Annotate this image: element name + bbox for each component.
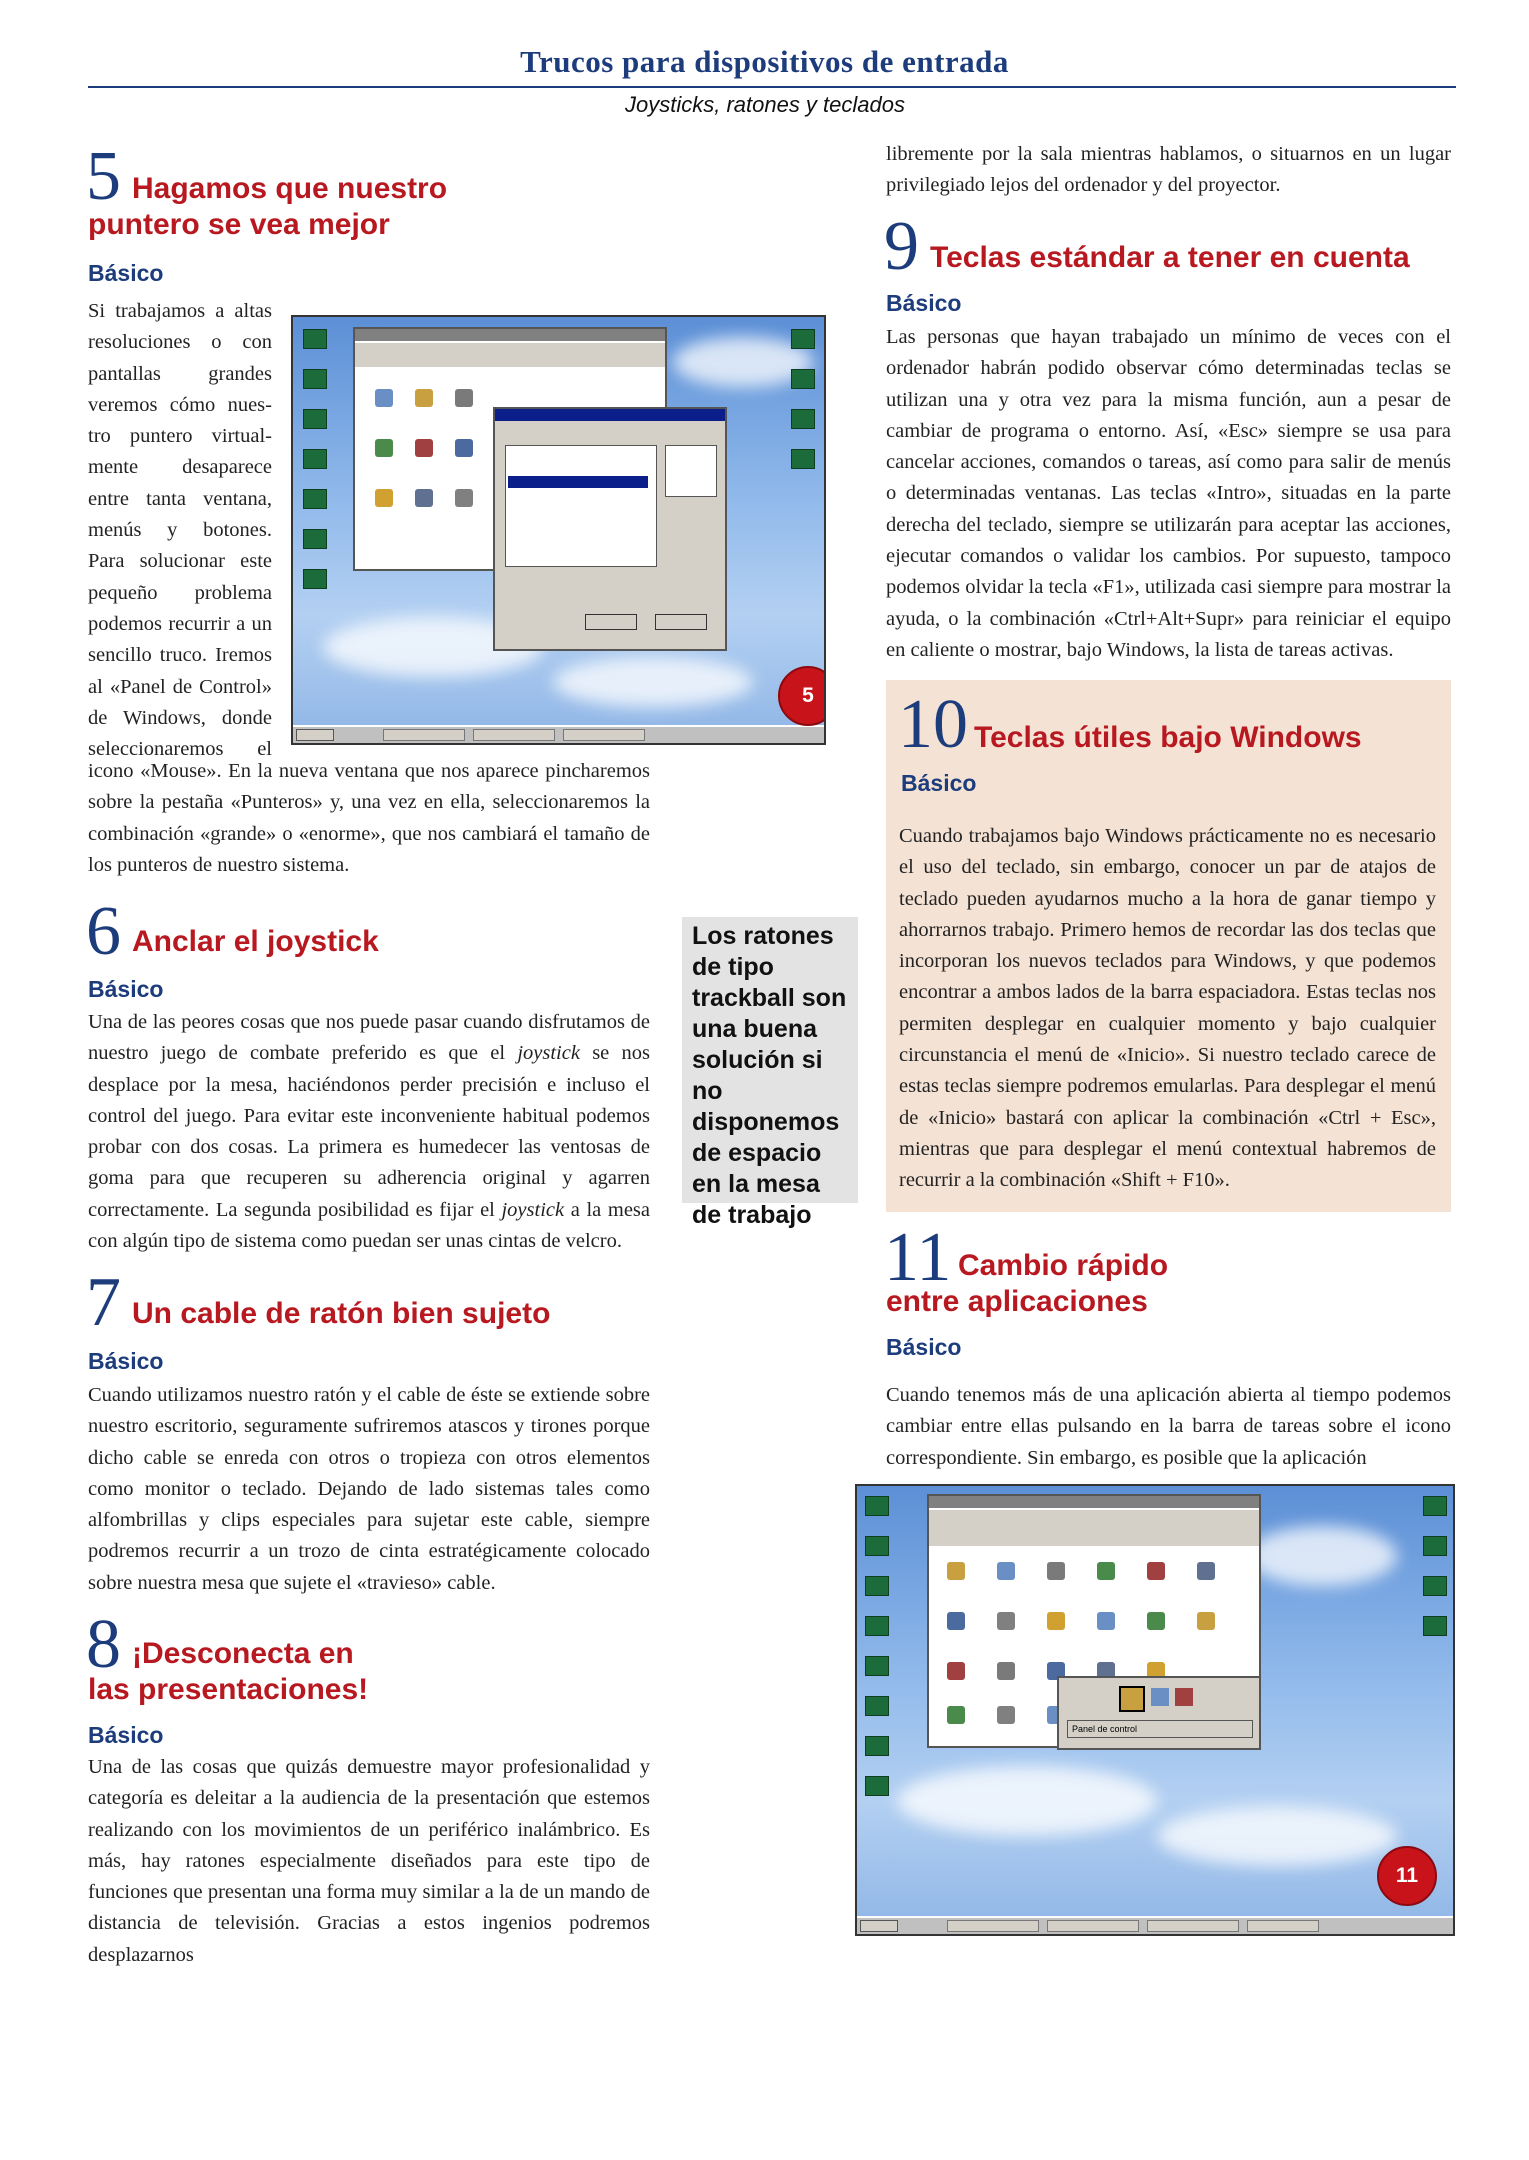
section-5-title-line2: puntero se vea mejor — [88, 208, 390, 241]
section-5-narrow-line: menús y botones. — [88, 519, 272, 542]
section-5-narrow-line: veremos cómo nues- — [88, 393, 272, 416]
pull-quote-line: Los ratones — [692, 922, 834, 950]
screenshot-5-badge: 5 — [778, 666, 826, 726]
pull-quote-line: en la mesa — [692, 1170, 820, 1198]
section-5-narrow-line: tro puntero virtual- — [88, 425, 272, 448]
task-switch-dialog — [1057, 1676, 1261, 1750]
pull-quote-line: de espacio — [692, 1139, 822, 1167]
section-5-narrow-text — [88, 296, 272, 765]
section-9-text: Las personas que hayan trabajado un mínimo de veces con el ordenador habrán podido observar cómo determinadas teclas se utilizan una y otra vez para la misma función, aun a pesar de cambiar de programa o entorno. Así, «Esc» siempre se usa para cancelar acciones, comandos o tareas, así como para salir de menús o determinadas ventanas. Las teclas «Intro», situadas en la parte derecha del teclado, siempre se utilizarán para aceptar las acciones, ejecutar comandos o validar los cambios. Por supuesto, tampoco podemos olvidar la tecla «F1», utilizada casi siempre para mostrar la ayuda, o la combinación «Ctrl+Alt+Supr» para reiniciar el equipo en caliente o mostrar, bajo Windows, la lista de tareas activas. — [886, 326, 1451, 661]
pull-quote-line: solución si no — [692, 1046, 823, 1105]
section-5-narrow-line: pequeño problema — [88, 581, 272, 604]
section-6-text: Una de las peores cosas que nos puede pasar cuando disfrutamos de nuestro juego de combate preferido es que el joystick se nos desplace por la mesa, haciéndonos perder precisión e incluso el control del juego. Para evitar este inconveniente habitual podemos probar con dos cosas. La primera es humedecer las ventosas de goma para que recuperen su adherencia original y agarren correctamente. La segunda posibilidad es fijar el joystick a la mesa con algún tipo de sistema como puedan ser unas cintas de velcro. — [88, 1011, 650, 1253]
section-11-level: Básico — [886, 1334, 962, 1360]
section-8-text-continued: libremente por la sala mientras hablamos, o situarnos en un lugar privilegiado lejos del ordenador y del proyector. — [886, 143, 1451, 197]
section-11-number: 11 — [884, 1219, 952, 1296]
pull-quote-line: de tipo — [692, 953, 774, 981]
switcher-label: Panel de control — [1067, 1720, 1253, 1738]
pull-quote-box — [682, 917, 858, 1229]
section-5-narrow-line: seleccionaremos el — [88, 738, 272, 761]
section-5-title-line1: Hagamos que nuestro — [132, 172, 448, 205]
screenshot-task-switch — [855, 1484, 1455, 1936]
section-5-number: 5 — [86, 138, 121, 215]
section-5-narrow-line: al «Panel de Control» — [88, 675, 272, 698]
section-9-number: 9 — [884, 208, 919, 285]
section-8-number: 8 — [86, 1606, 121, 1683]
section-11-text: Cuando tenemos más de una aplicación abierta al tiempo podemos cambiar entre ellas pulsando en la barra de tareas sobre el icono correspondiente. Sin embargo, es posible que la aplicación — [886, 1384, 1451, 1469]
section-5-wide-text: icono «Mouse». En la nueva ventana que nos aparece pincharemos sobre la pestaña «Punteros» y, una vez en ella, seleccionaremos la combinación «grande» o «enorme», que nos cambiará el tamaño de los punteros de nuestro sistema. — [88, 760, 650, 876]
joystick-term: joystick — [517, 1042, 580, 1065]
section-7-level: Básico — [88, 1348, 164, 1374]
section-8-text: Una de las cosas que quizás demuestre mayor profesionalidad y categoría es deleitar a la audiencia de la presentación que estemos realizando con los movimientos de un periférico inalámbrico. Es más, hay ratones especialmente diseñados para este tipo de funciones que presentan una forma muy similar a la de un mando de distancia de televisión. Gracias a estos ingenios podremos desplazarnos — [88, 1756, 650, 1966]
screenshot-11-badge: 11 — [1377, 1846, 1437, 1906]
section-11-title-line1: Cambio rápido — [958, 1249, 1169, 1282]
pull-quote-line: trackball son — [692, 984, 847, 1012]
section-10-number: 10 — [898, 686, 968, 763]
running-header-title: Trucos para dispositivos de entrada — [520, 44, 1009, 79]
section-10-level: Básico — [901, 770, 977, 796]
section-5-level: Básico — [88, 260, 164, 286]
section-5-narrow-line: mente desaparece — [88, 456, 272, 479]
section-5-narrow-line: resoluciones o con — [88, 331, 272, 354]
section-7-title: Un cable de ratón bien sujeto — [132, 1297, 551, 1330]
section-5-narrow-line: podemos recurrir a un — [88, 612, 272, 635]
section-8-title-line1: ¡Desconecta en — [132, 1637, 354, 1670]
section-6-title: Anclar el joystick — [132, 925, 379, 958]
running-header-subtitle: Joysticks, ratones y teclados — [624, 92, 905, 117]
section-7-text: Cuando utilizamos nuestro ratón y el cable de éste se extiende sobre nuestro escritorio, seguramente sufriremos atascos y tirones porque dicho cable se enreda con otros o tropieza con otros elementos como monitor o teclado. Dejando de lado sistemas tales como alfombrillas y clips especiales para sujetar este cable, siempre podremos recurrir a un trozo de cinta estratégicamente colocado sobre nuestra mesa que sujete el «travieso» cable. — [88, 1384, 650, 1594]
section-5-narrow-line: entre tanta ventana, — [88, 487, 272, 510]
pull-quote-line: de trabajo — [692, 1201, 812, 1229]
section-9-level: Básico — [886, 290, 962, 316]
section-10-title: Teclas útiles bajo Windows — [974, 721, 1362, 754]
pull-quote-line: una buena — [692, 1015, 818, 1043]
section-6-number: 6 — [86, 893, 121, 970]
section-5-narrow-line: Si trabajamos a altas — [88, 300, 272, 322]
section-5-narrow-line: de Windows, donde — [88, 706, 272, 729]
section-6-level: Básico — [88, 976, 164, 1002]
header-rule — [88, 86, 1456, 88]
section-9-title: Teclas estándar a tener en cuenta — [930, 241, 1410, 274]
section-11-title-line2: entre aplicaciones — [886, 1285, 1148, 1318]
pull-quote-text — [692, 921, 852, 1231]
section-5-narrow-line: pantallas grandes — [88, 362, 272, 385]
section-7-number: 7 — [86, 1264, 121, 1341]
joystick-term: joystick — [501, 1198, 565, 1221]
section-5-narrow-line: Para solucionar este — [88, 550, 272, 573]
section-5-narrow-line: sencillo truco. Iremos — [88, 644, 272, 667]
section-8-title-line2: las presentaciones! — [88, 1673, 369, 1706]
section-8-level: Básico — [88, 1722, 164, 1748]
section-10-text: Cuando trabajamos bajo Windows prácticamente no es necesario el uso del teclado, sin embargo, conocer un par de atajos de teclado pueden ayudarnos mucho a la hora de ganar tiempo y ahorrarnos trabajo. Primero hemos de recordar las dos teclas que incorporan los nuevos teclados para Windows, y que podemos encontrar a ambos lados de la barra espaciadora. Estas teclas nos permiten desplegar en cualquier momento y bajo cualquier circunstancia el menú de «Inicio». Si nuestro teclado carece de estas teclas siempre podremos emularlas. Para desplegar el menú de «Inicio» bastará con aplicar la combinación «Ctrl + Esc», mientras que para desplegar el menú contextual habremos de recurrir a la combinación «Shift + F10». — [899, 825, 1436, 1192]
screenshot-mouse-properties — [291, 315, 826, 745]
pull-quote-line: disponemos — [692, 1108, 840, 1136]
